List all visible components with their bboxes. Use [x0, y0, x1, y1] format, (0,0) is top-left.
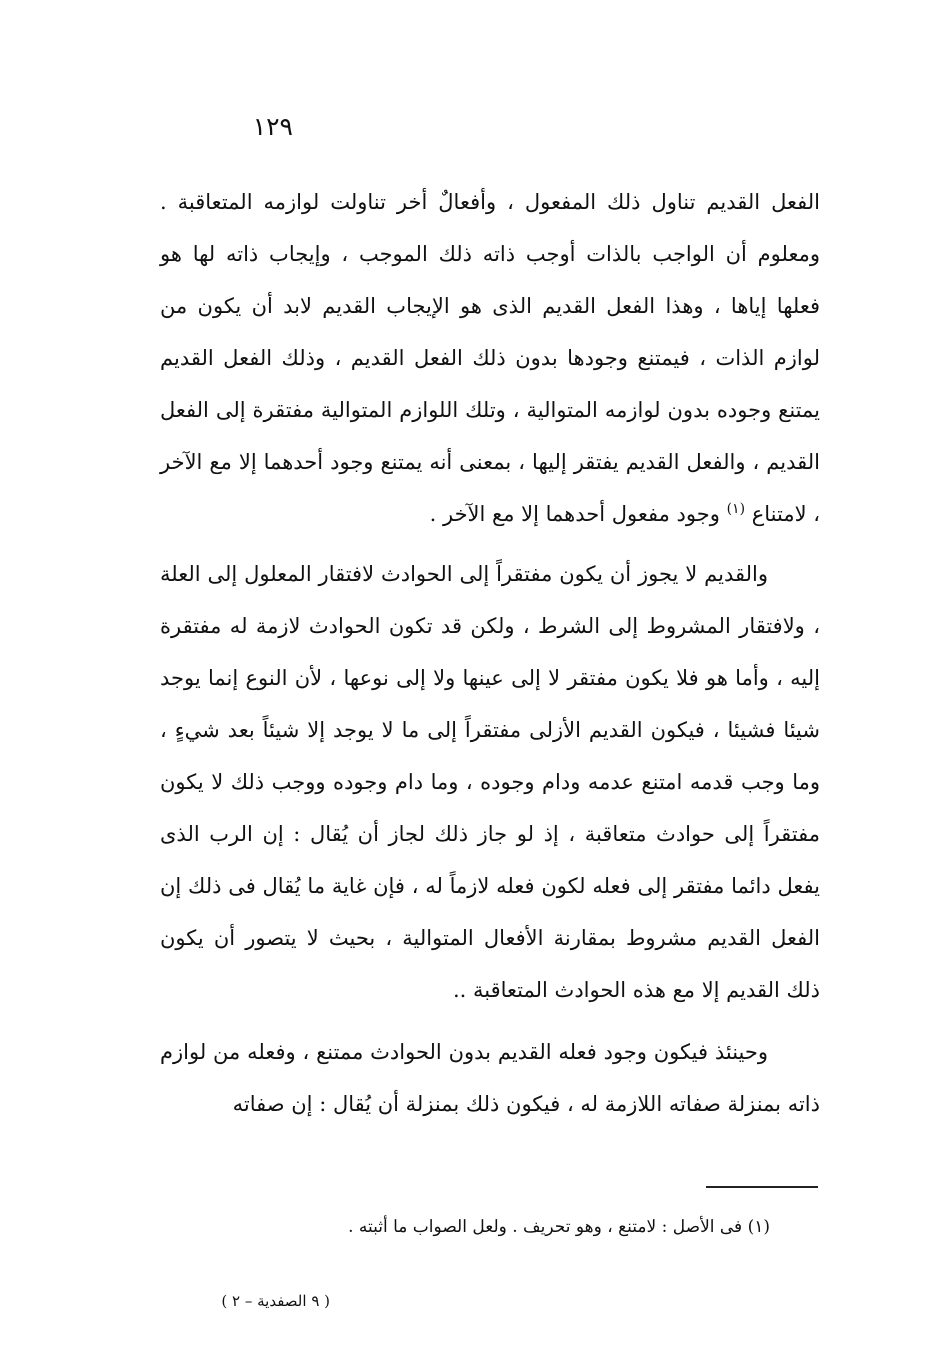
body-text [160, 176, 820, 1130]
paragraph-2 [160, 548, 820, 1016]
footnote: (١) فى الأصل : لامتنع ، وهو تحريف . ولعل الصواب ما أثبته . [348, 1217, 770, 1237]
paragraph-1-text: الفعل القديم تناول ذلك المفعول ، وأفعالٌ أخر تناولت لوازمه المتعاقبة . ومعلوم أن الواجب بالذات أوجب ذاته ذلك الموجب ، وإيجاب ذاته لها هو فعلها إياها ، وهذا الفعل القديم الذى هو الإيجاب القديم لابد أن يكون من لوازم الذات ، فيمتنع وجودها بدون ذلك الفعل القديم ، وذلك الفعل القديم يمتنع وجوده بدون لوازمه المتوالية ، وتلك اللوازم المتوالية مفتقرة إلى الفعل القديم ، والفعل القديم يفتقر إليها ، بمعنى أنه يمتنع وجود أحدهما إلا مع الآخر ، لامتناع [160, 190, 820, 526]
page-number: ١٢٩ [252, 112, 293, 141]
paragraph-2-text: والقديم لا يجوز أن يكون مفتقراً إلى الحوادث لافتقار المعلول إلى العلة ، ولافتقار المشروط إلى الشرط ، ولكن قد تكون الحوادث لازمة له مفتقرة إليه ، وأما هو فلا يكون مفتقر لا إلى عينها ولا إلى نوعها ، لأن النوع إنما يوجد شيئا فشيئا ، فيكون القديم الأزلى مفتقراً إلى ما لا يوجد إلا شيئاً بعد شيءٍ ، وما وجب قدمه امتنع عدمه ودام وجوده ، وما دام وجوده ووجب ذلك لا يكون مفتقراً إلى حوادث متعاقبة ، إذ لو جاز ذلك لجاز أن يُقال : إن الرب الذى يفعل دائما مفتقر إلى فعله لكون فعله لازماً له ، فإن غاية ما يُقال فى ذلك إن الفعل القديم مشروط بمقارنة الأفعال المتوالية ، بحيث لا يتصور أن يكون ذلك القديم إلا مع هذه الحوادث المتعاقبة .. [160, 562, 820, 1002]
paragraph-3 [160, 1026, 820, 1130]
footnote-divider [706, 1186, 818, 1188]
paragraph-1 [160, 176, 820, 540]
paragraph-1-text-continued: وجود مفعول أحدهما إلا مع الآخر . [429, 502, 720, 526]
printer-signature: ( ٩ الصفدية – ٢ ) [221, 1292, 330, 1310]
paragraph-3-text: وحينئذ فيكون وجود فعله القديم بدون الحوادث ممتنع ، وفعله من لوازم ذاته بمنزلة صفاته اللازمة له ، فيكون ذلك بمنزلة أن يُقال : إن صفاته [160, 1040, 820, 1116]
footnote-reference: (١) [726, 501, 746, 517]
